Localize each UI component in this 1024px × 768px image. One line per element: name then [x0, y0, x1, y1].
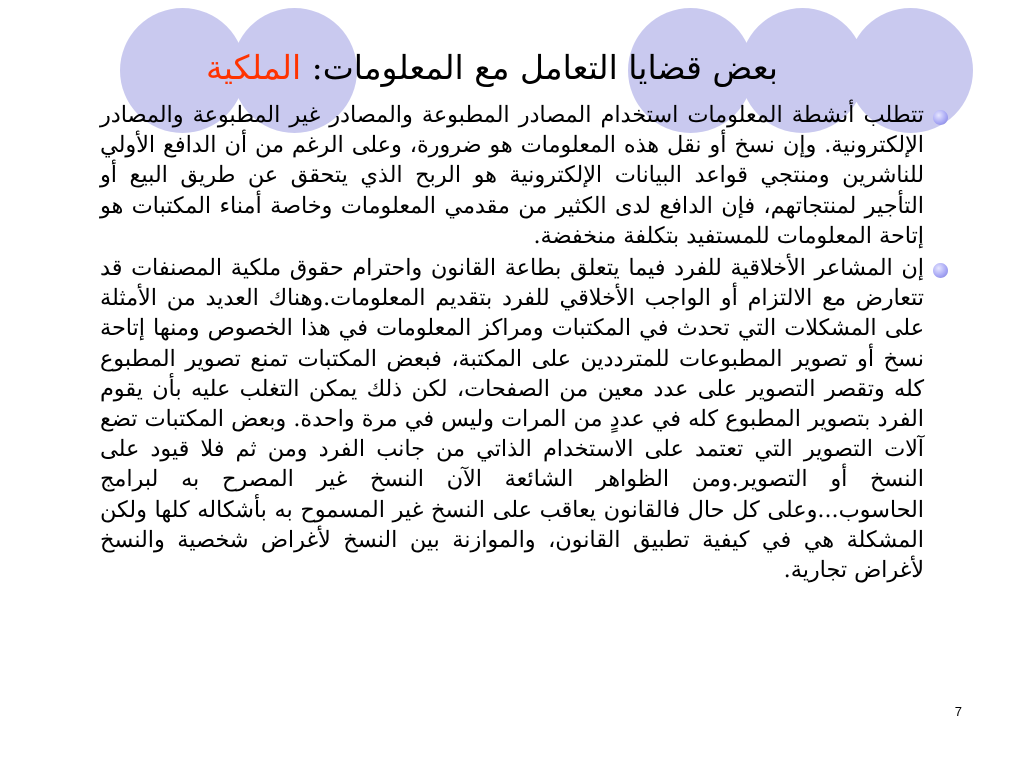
slide-number: 7: [954, 704, 962, 719]
bullet-text-2: إن المشاعر الأخلاقية للفرد فيما يتعلق بطاعة القانون واحترام حقوق ملكية المصنفات قد تتعارض مع الالتزام أو الواجب الأخلاقي للفرد بتقديم المعلومات.وهناك العديد من الأمثلة على المشكلات التي تحدث في المكتبات ومراكز المعلومات في هذا الخصوص ومنها إتاحة نسخ أو تصوير المطبوعات للمترددين على المكتبة، فبعض المكتبات تمنع تصوير المطبوع كله وتقصر التصوير على عدد معين من الصفحات، لكن ذلك يمكن التغلب عليه بأن يقوم الفرد بتصوير المطبوع كله في عددٍ من المرات وليس في مرة واحدة. وبعض المكتبات تضع آلات التصوير التي تعتمد على الاستخدام الذاتي من جانب الفرد ومن ثم فلا قيود على النسخ أو التصوير.ومن الظواهر الشائعة الآن النسخ غير المصرح به لبرامج الحاسوب...وعلى كل حال فالقانون يعاقب على النسخ غير المسموح به بأشكاله كلها ولكن المشكلة هي في كيفية تطبيق القانون، والموازنة بين النسخ لأغراض شخصية والنسخ لأغراض تجارية.: [100, 255, 924, 584]
bullet-item-2: [100, 253, 974, 585]
slide-title: [110, 40, 874, 96]
bullet-item-1: [100, 100, 974, 251]
slide-title-main: بعض قضايا التعامل مع المعلومات:: [301, 48, 778, 87]
bullet-text-1: تتطلب أنشطة المعلومات استخدام المصادر المطبوعة والمصادر غير المطبوعة والمصادر الإلكترونية. وإن نسخ أو نقل هذه المعلومات هو ضرورة، وعلى الرغم من أن الدافع الأولي للناشرين ومنتجي قواعد البيانات الإلكترونية هو الربح الذي يتحقق عن طريق البيع أو التأجير لمنتجاتهم، فإن الدافع لدى الكثير من مقدمي المعلومات وخاصة أمناء المكتبات هو إتاحة المعلومات للمستفيد بتكلفة منخفضة.: [100, 102, 924, 249]
bullet-icon: [933, 263, 948, 278]
slide-content: [100, 100, 974, 587]
bullet-icon: [933, 110, 948, 125]
slide-title-highlight: الملكية: [206, 48, 302, 87]
